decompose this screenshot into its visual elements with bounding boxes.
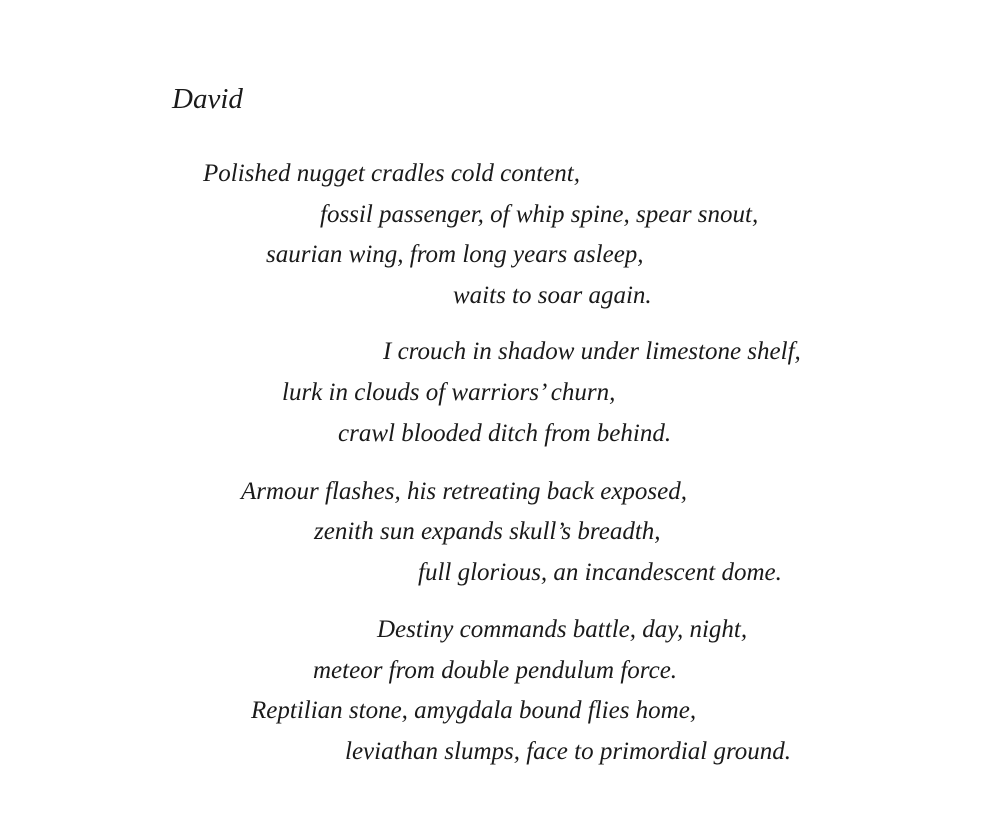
- poem-line: meteor from double pendulum force.: [313, 657, 678, 684]
- poem-line: zenith sun expands skull’s breadth,: [314, 518, 661, 545]
- poem-line: full glorious, an incandescent dome.: [418, 559, 782, 586]
- poem-line: Armour flashes, his retreating back exposed,: [241, 478, 687, 505]
- poem-line: Destiny commands battle, day, night,: [377, 616, 748, 643]
- poem-line: lurk in clouds of warriors’ churn,: [282, 379, 616, 406]
- poem-title: David: [172, 83, 243, 115]
- poem-line: Polished nugget cradles cold content,: [203, 160, 581, 187]
- poem-line: leviathan slumps, face to primordial ground.: [345, 738, 792, 765]
- poem-line: waits to soar again.: [453, 282, 652, 309]
- poem-line: crawl blooded ditch from behind.: [338, 420, 672, 447]
- poem-line: fossil passenger, of whip spine, spear snout,: [320, 201, 759, 228]
- poem-line: saurian wing, from long years asleep,: [266, 241, 644, 268]
- poem-line: I crouch in shadow under limestone shelf,: [383, 338, 801, 365]
- poem-line: Reptilian stone, amygdala bound flies home,: [251, 697, 697, 724]
